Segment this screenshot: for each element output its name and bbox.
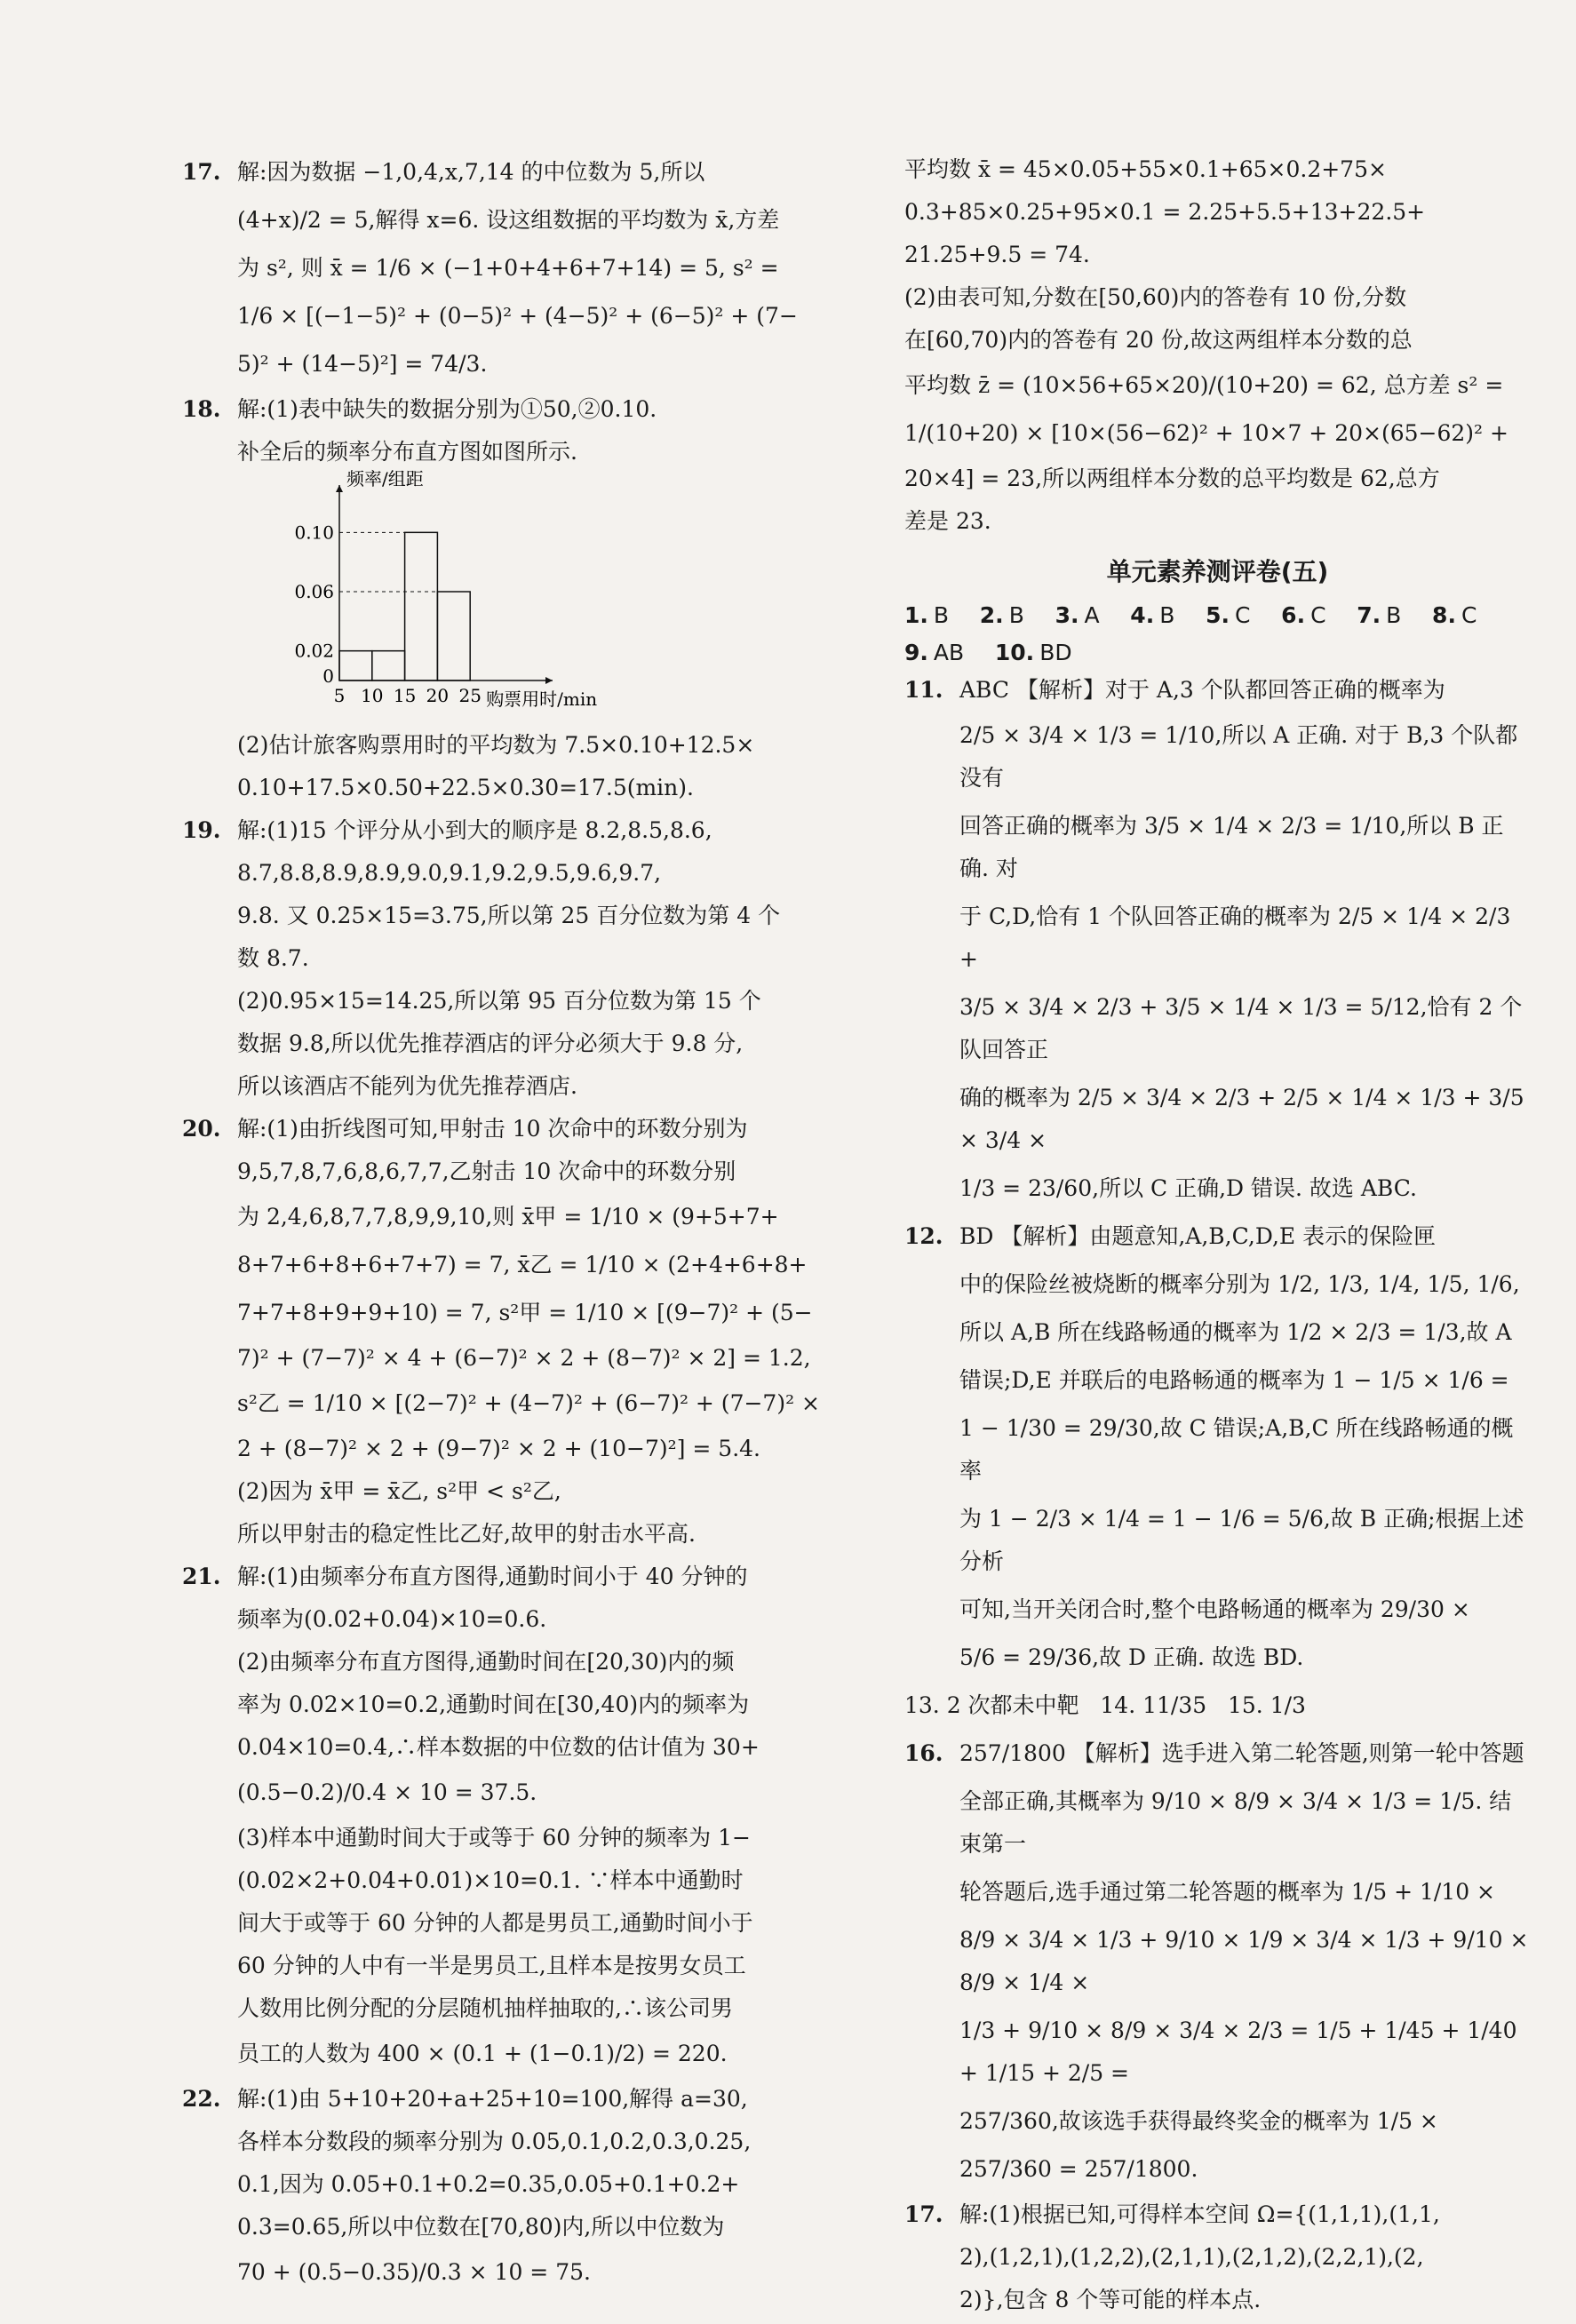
line: 1/6 × [(−1−5)² + (0−5)² + (4−5)² + (6−5)² + (7− xyxy=(237,303,798,329)
y-axis-label: 频率/组距 xyxy=(346,468,424,489)
line: 所以该酒店不能列为优先推荐酒店. xyxy=(237,1073,577,1099)
line: 在[60,70)内的答卷有 20 份,故这两组样本分数的总 xyxy=(904,327,1413,353)
line: 全部正确,其概率为 9/10 × 8/9 × 3/4 × 1/3 = 1/5. 结束第一 xyxy=(959,1788,1512,1857)
histogram-svg xyxy=(291,468,598,716)
line: 3/5 × 3/4 × 2/3 + 3/5 × 1/4 × 1/3 = 5/12,恰有 2 个队回答正 xyxy=(959,994,1523,1063)
line: 错误;D,E 并联后的电路畅通的概率为 1 − 1/5 × 1/6 = xyxy=(959,1367,1509,1393)
line: 中的保险丝被烧断的概率分别为 1/2, 1/3, 1/4, 1/5, 1/6, xyxy=(959,1271,1520,1297)
question-number: 17. xyxy=(904,2201,943,2227)
section-title: 单元素养测评卷(五) xyxy=(1106,557,1329,586)
line: 员工的人数为 400 × (0.1 + (1−0.1)/2) = 220. xyxy=(237,2041,728,2066)
answer-value: BD xyxy=(1039,640,1072,665)
line: 差是 23. xyxy=(904,508,991,534)
line: (4+x)/2 = 5,解得 x=6. 设这组数据的平均数为 x̄,方差 xyxy=(237,207,780,233)
line: 1 − 1/30 = 29/30,故 C 错误;A,B,C 所在线路畅通的概率 xyxy=(959,1415,1514,1484)
line: (3)样本中通勤时间大于或等于 60 分钟的频率为 1− xyxy=(237,1825,751,1850)
y-tick-label: 0.02 xyxy=(294,640,334,662)
answer-number: 4. xyxy=(1130,602,1155,628)
line: 补全后的频率分布直方图如图所示. xyxy=(237,439,577,465)
answer-key xyxy=(904,597,1531,672)
x-tick-label: 15 xyxy=(393,685,417,706)
answer-value: C xyxy=(1310,602,1326,628)
line: 0.04×10=0.4,∴样本数据的中位数的估计值为 30+ xyxy=(237,1734,760,1760)
question-17 xyxy=(182,151,840,386)
line: s²乙 = 1/10 × [(2−7)² + (4−7)² + (6−7)² + (7−7)² × xyxy=(237,1390,820,1416)
line: 70 + (0.5−0.35)/0.3 × 10 = 75. xyxy=(237,2259,591,2285)
question-number: 22. xyxy=(182,2086,221,2112)
line: 于 C,D,恰有 1 个队回答正确的概率为 2/5 × 1/4 × 2/3 + xyxy=(959,903,1518,972)
line: 数 8.7. xyxy=(237,945,309,971)
line: 解:因为数据 −1,0,4,x,7,14 的中位数为 5,所以 xyxy=(237,159,705,185)
line: (2)因为 x̄甲 = x̄乙, s²甲 < s²乙, xyxy=(237,1478,561,1504)
line: 0.1,因为 0.05+0.1+0.2=0.35,0.05+0.1+0.2+ xyxy=(237,2171,740,2197)
line: 5)² + (14−5)²] = 74/3. xyxy=(237,351,488,377)
line: (2)由表可知,分数在[50,60)内的答卷有 10 份,分数 xyxy=(904,284,1407,310)
line: 1/3 + 9/10 × 8/9 × 3/4 × 2/3 = 1/5 + 1/45 + 1/40 + 1/15 + 2/5 = xyxy=(959,2018,1524,2086)
line: 解:(1)由 5+10+20+a+25+10=100,解得 a=30, xyxy=(237,2086,748,2112)
line: (2)估计旅客购票用时的平均数为 7.5×0.10+12.5× xyxy=(237,732,755,758)
line: (0.5−0.2)/0.4 × 10 = 37.5. xyxy=(237,1779,537,1805)
line: 解:(1)表中缺失的数据分别为①50,②0.10. xyxy=(237,396,657,422)
histogram xyxy=(291,468,840,720)
question-16 xyxy=(904,1732,1536,2191)
line: 解:(1)15 个评分从小到大的顺序是 8.2,8.5,8.6, xyxy=(237,817,712,843)
question-17-right xyxy=(904,2196,1531,2319)
line: 平均数 z̄ = (10×56+65×20)/(10+20) = 62, 总方差 s² = xyxy=(904,372,1504,398)
question-number: 12. xyxy=(904,1223,943,1249)
question-number: 11. xyxy=(904,677,943,703)
line: (2)由频率分布直方图得,通勤时间在[20,30)内的频 xyxy=(237,1649,735,1675)
answer-number: 10. xyxy=(994,640,1035,665)
line: 频率为(0.02+0.04)×10=0.6. xyxy=(237,1606,547,1632)
histogram-bar xyxy=(372,651,405,680)
line: 21.25+9.5 = 74. xyxy=(904,242,1090,267)
line: 为 1 − 2/3 × 1/4 = 1 − 1/6 = 5/6,故 B 正确;根据上述分析 xyxy=(959,1506,1524,1574)
line: 8+7+6+8+6+7+7) = 7, x̄乙 = 1/10 × (2+4+6+8+ xyxy=(237,1252,808,1277)
right-column xyxy=(904,151,1536,2324)
answer-number: 3. xyxy=(1055,602,1079,628)
answer-value: AB xyxy=(933,640,965,665)
line: 所以甲射击的稳定性比乙好,故甲的射击水平高. xyxy=(237,1521,696,1547)
question-19 xyxy=(182,812,840,1105)
line: 257/360 = 257/1800. xyxy=(959,2156,1198,2182)
line: 解:(1)由频率分布直方图得,通勤时间小于 40 分钟的 xyxy=(237,1564,748,1589)
line: 2),(1,2,1),(1,2,2),(2,1,1),(2,1,2),(2,2,1),(2, xyxy=(959,2244,1424,2270)
line: 0.10+17.5×0.50+22.5×0.30=17.5(min). xyxy=(237,775,694,800)
question-18 xyxy=(182,391,840,807)
line: 所以 A,B 所在线路畅通的概率为 1/2 × 2/3 = 1/3,故 A xyxy=(959,1319,1512,1345)
answer-number: 8. xyxy=(1432,602,1456,628)
question-22 xyxy=(182,2081,840,2294)
y-tick-label: 0.06 xyxy=(294,581,334,602)
line: (0.02×2+0.04+0.01)×10=0.1. ∵样本中通勤时 xyxy=(237,1867,744,1893)
x-tick-label: 25 xyxy=(458,685,482,706)
line: 2 + (8−7)² × 2 + (9−7)² × 2 + (10−7)²] = 5.4. xyxy=(237,1436,760,1461)
line: 5/6 = 29/36,故 D 正确. 故选 BD. xyxy=(959,1644,1304,1670)
line: 解:(1)由折线图可知,甲射击 10 次命中的环数分别为 xyxy=(237,1116,748,1142)
x-tick-label: 20 xyxy=(426,685,450,706)
line: 0.3+85×0.25+95×0.1 = 2.25+5.5+13+22.5+ xyxy=(904,199,1426,225)
histogram-bar xyxy=(437,592,470,680)
question-number: 18. xyxy=(182,396,221,422)
question-20 xyxy=(182,1110,840,1553)
answer-number: 2. xyxy=(979,602,1004,628)
x-tick-label: 5 xyxy=(333,685,346,706)
line: ABC 【解析】对于 A,3 个队都回答正确的概率为 xyxy=(959,677,1445,703)
x-axis-arrow xyxy=(545,677,553,684)
line: 人数用比例分配的分层随机抽样抽取的,∴该公司男 xyxy=(237,1995,733,2021)
answer-row xyxy=(904,597,1531,634)
x-tick-label: 10 xyxy=(361,685,384,706)
line: 7+7+8+9+9+10) = 7, s²甲 = 1/10 × [(9−7)² + (5− xyxy=(237,1300,813,1325)
zero-label: 0 xyxy=(322,665,334,687)
answer-value: B xyxy=(1008,602,1024,628)
question-number: 21. xyxy=(182,1564,221,1589)
x-axis-label: 购票用时/min xyxy=(486,688,598,710)
question-22-continued xyxy=(904,151,1531,540)
question-number: 20. xyxy=(182,1116,221,1142)
line: 1/(10+20) × [10×(56−62)² + 10×7 + 20×(65−62)² + xyxy=(904,420,1508,446)
line: 间大于或等于 60 分钟的人都是男员工,通勤时间小于 xyxy=(237,1910,753,1936)
left-column xyxy=(182,151,840,2299)
answer-value: B xyxy=(933,602,950,628)
question-12 xyxy=(904,1215,1531,1679)
question-11 xyxy=(904,672,1531,1210)
line: 2)},包含 8 个等可能的样本点. xyxy=(959,2287,1262,2312)
answer-value: C xyxy=(1461,602,1477,628)
answer-number: 5. xyxy=(1206,602,1230,628)
answer-row xyxy=(904,634,1531,672)
line: 确的概率为 2/5 × 3/4 × 2/3 + 2/5 × 1/4 × 1/3 + 3/5 × 3/4 × xyxy=(959,1085,1532,1153)
line: (2)0.95×15=14.25,所以第 95 百分位数为第 15 个 xyxy=(237,988,761,1014)
line: BD 【解析】由题意知,A,B,C,D,E 表示的保险匣 xyxy=(959,1223,1437,1249)
answer-number: 7. xyxy=(1357,602,1381,628)
line: 数据 9.8,所以优先推荐酒店的评分必须大于 9.8 分, xyxy=(237,1031,744,1056)
line: 9,5,7,8,7,6,8,6,7,7,乙射击 10 次命中的环数分别 xyxy=(237,1158,736,1184)
line: 8/9 × 3/4 × 1/3 + 9/10 × 1/9 × 3/4 × 1/3 + 9/10 × 8/9 × 1/4 × xyxy=(959,1927,1536,1995)
line: 20×4] = 23,所以两组样本分数的总平均数是 62,总方 xyxy=(904,466,1440,491)
line: 平均数 x̄ = 45×0.05+55×0.1+65×0.2+75× xyxy=(904,156,1387,182)
line: 0.3=0.65,所以中位数在[70,80)内,所以中位数为 xyxy=(237,2214,725,2240)
y-axis-arrow xyxy=(336,485,343,492)
line: 1/3 = 23/60,所以 C 正确,D 错误. 故选 ABC. xyxy=(959,1175,1417,1201)
line: 可知,当开关闭合时,整个电路畅通的概率为 29/30 × xyxy=(959,1596,1470,1622)
line: 7)² + (7−7)² × 4 + (6−7)² × 2 + (8−7)² × 2] = 1.2, xyxy=(237,1345,811,1371)
line: 解:(1)根据已知,可得样本空间 Ω={(1,1,1),(1,1, xyxy=(959,2201,1440,2227)
line: 257/1800 【解析】选手进入第二轮答题,则第一轮中答题 xyxy=(959,1740,1524,1766)
question-number: 19. xyxy=(182,817,221,843)
histogram-bar xyxy=(339,651,372,680)
line: 率为 0.02×10=0.2,通勤时间在[30,40)内的频率为 xyxy=(237,1691,750,1717)
line: 轮答题后,选手通过第二轮答题的概率为 1/5 + 1/10 × xyxy=(959,1879,1496,1905)
line: 8.7,8.8,8.9,8.9,9.0,9.1,9.2,9.5,9.6,9.7, xyxy=(237,860,662,886)
question-number: 16. xyxy=(904,1740,943,1766)
y-tick-label: 0.10 xyxy=(294,521,334,544)
answers-13-15: 13. 2 次都未中靶 14. 11/35 15. 1/3 xyxy=(904,1692,1306,1718)
line: 为 s², 则 x̄ = 1/6 × (−1+0+4+6+7+14) = 5, s² = xyxy=(237,255,779,281)
line: 60 分钟的人中有一半是男员工,且样本是按男女员工 xyxy=(237,1953,746,1978)
line: 回答正确的概率为 3/5 × 1/4 × 2/3 = 1/10,所以 B 正确. 对 xyxy=(959,813,1504,881)
histogram-bar xyxy=(405,532,438,680)
answer-number: 9. xyxy=(904,640,928,665)
answer-value: A xyxy=(1084,602,1100,628)
question-number: 17. xyxy=(182,159,221,185)
answer-value: B xyxy=(1386,602,1402,628)
line: 2/5 × 3/4 × 1/3 = 1/10,所以 A 正确. 对于 B,3 个队都没有 xyxy=(959,722,1518,791)
line: 9.8. 又 0.25×15=3.75,所以第 25 百分位数为第 4 个 xyxy=(237,903,781,928)
answer-number: 1. xyxy=(904,602,928,628)
answer-number: 6. xyxy=(1281,602,1306,628)
answer-value: B xyxy=(1159,602,1175,628)
question-21 xyxy=(182,1558,840,2075)
answer-value: C xyxy=(1234,602,1251,628)
line: 为 2,4,6,8,7,7,8,9,9,10,则 x̄甲 = 1/10 × (9+5+7+ xyxy=(237,1204,779,1230)
line: 各样本分数段的频率分别为 0.05,0.1,0.2,0.3,0.25, xyxy=(237,2129,752,2154)
line: 257/360,故该选手获得最终奖金的概率为 1/5 × xyxy=(959,2108,1438,2134)
